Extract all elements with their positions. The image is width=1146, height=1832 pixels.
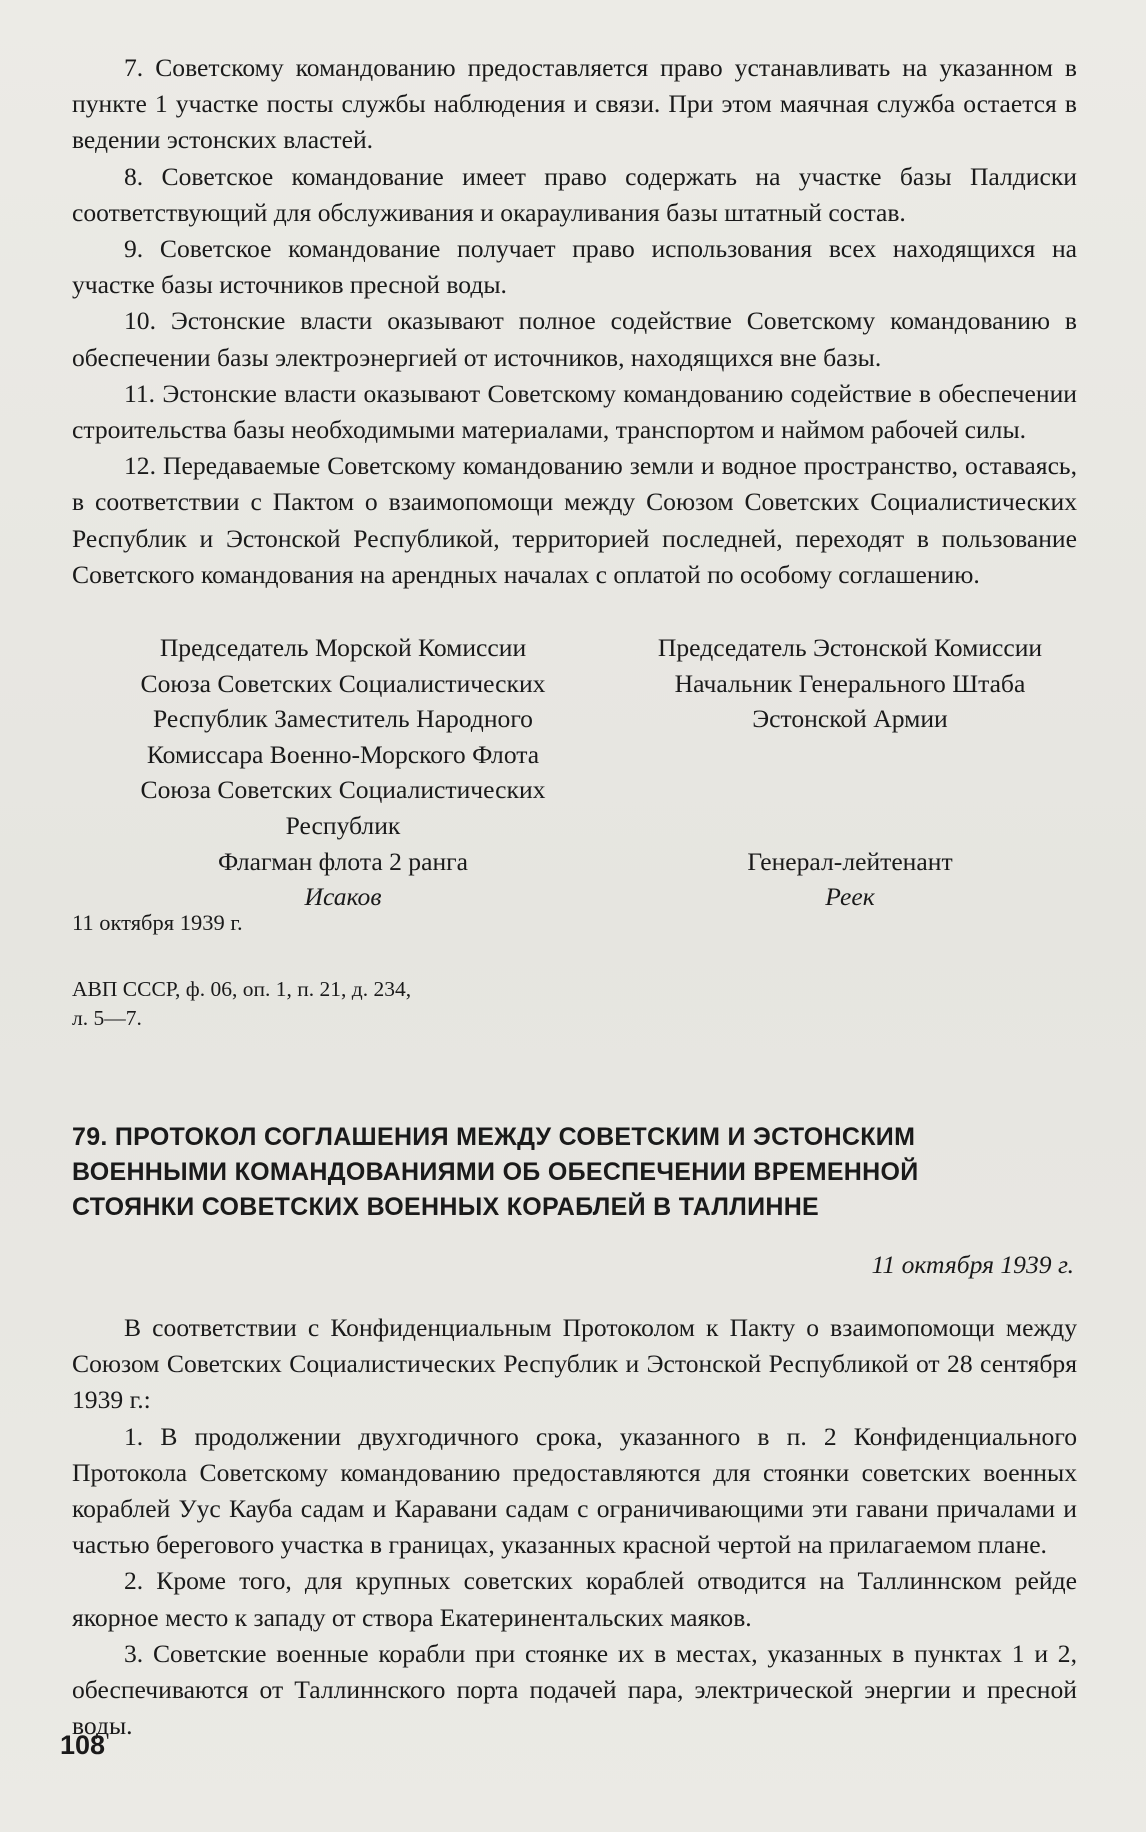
- signature-block-soviet: [108, 630, 578, 915]
- document-79-body: [72, 1310, 1077, 1744]
- signature-line: Начальник Генерального Штаба: [674, 668, 1026, 698]
- signatory-name: Реек: [825, 882, 875, 912]
- signature-rank: Генерал-лейтенант: [747, 846, 953, 876]
- signature-block-estonian: [625, 630, 1075, 915]
- signature-line: Республик: [285, 810, 401, 840]
- preamble: В соответствии с Конфиденциальным Протоколом к Пакту о взаимопомощи между Союзом Советских Социалистических Республик и Эстонской Республикой от 28 сентября 1939 г.:: [72, 1313, 1077, 1415]
- signature-line: Комиссара Военно-Морского Флота: [146, 739, 540, 769]
- signature-line: Председатель Эстонской Комиссии: [657, 633, 1043, 662]
- heading-line: 79. ПРОТОКОЛ СОГЛАШЕНИЯ МЕЖДУ СОВЕТСКИМ И ЭСТОНСКИМ: [72, 1123, 916, 1151]
- clause-2: 2. Кроме того, для крупных советских кораблей отводится на Таллиннском рейде якорное место к западу от створа Екатеринентальских маяков.: [72, 1566, 1077, 1632]
- signature-rank: Флагман флота 2 ранга: [217, 846, 469, 876]
- paragraph-11: 11. Эстонские власти оказывают Советскому командованию содействие в обеспечении строительства базы необходимыми материалами, транспортом и наймом рабочей силы.: [72, 378, 1077, 445]
- heading-line: ВОЕННЫМИ КОМАНДОВАНИЯМИ ОБ ОБЕСПЕЧЕНИИ ВРЕМЕННОЙ: [72, 1158, 919, 1186]
- archive-reference-line: АВП СССР, ф. 06, оп. 1, п. 21, д. 234,: [72, 977, 412, 1001]
- signature-line: Республик Заместитель Народного: [153, 704, 533, 734]
- page-number: 108: [60, 1730, 106, 1760]
- archive-reference-line: л. 5—7.: [72, 1006, 142, 1030]
- paragraph-12: 12. Передаваемые Советскому командованию земли и водное пространство, оставаясь, в соответствии с Пактом о взаимопомощи между Союзом Советских Социалистических Республик и Эстонской Республикой, территорией последней, переходят в пользование Советского командования на арендных началах с оплатой по особому соглашению.: [72, 451, 1077, 589]
- signatory-name: Исаков: [304, 882, 382, 912]
- signature-line: Эстонской Армии: [752, 704, 948, 734]
- paragraph-8: 8. Советское командование имеет право содержать на участке базы Палдиски соответствующий для обслуживания и окарауливания базы штатный состав.: [72, 161, 1077, 227]
- paragraph-7: 7. Советскому командованию предоставляется право устанавливать на указанном в пункте 1 участке посты службы наблюдения и связи. При этом маячная служба остается в ведении эстонских властей.: [72, 53, 1077, 155]
- archive-reference: [72, 975, 411, 1033]
- signature-line: Союза Советских Социалистических: [140, 775, 546, 805]
- signature-line: Союза Советских Социалистических: [140, 668, 546, 698]
- signature-line: Председатель Морской Комиссии: [159, 633, 527, 662]
- heading-line: СТОЯНКИ СОВЕТСКИХ ВОЕННЫХ КОРАБЛЕЙ В ТАЛЛИННЕ: [72, 1193, 820, 1221]
- document-79-date: 11 октября 1939 г.: [871, 1250, 1074, 1279]
- document-79-heading: [72, 1120, 1077, 1225]
- paragraph-9: 9. Советское командование получает право использования всех находящихся на участке базы источников пресной воды.: [72, 234, 1077, 300]
- signing-date: 11 октября 1939 г.: [72, 910, 243, 935]
- clause-3: 3. Советские военные корабли при стоянке их в местах, указанных в пунктах 1 и 2, обеспечиваются от Таллиннского порта подачей пара, электрической энергии и пресной воды.: [72, 1638, 1077, 1741]
- paragraph-10: 10. Эстонские власти оказывают полное содействие Советскому командованию в обеспечении базы электроэнергией от источников, находящихся вне базы.: [72, 306, 1077, 372]
- clause-1: 1. В продолжении двухгодичного срока, указанного в п. 2 Конфиденциального Протокола Советскому командованию предоставляются для стоянки советских военных кораблей Уус Кауба садам и Каравани садам с ограничивающими эти гавани причалами и частью берегового участка в границах, указанных красной чертой на прилагаемом плане.: [72, 1421, 1077, 1560]
- top-paragraphs: [72, 50, 1077, 593]
